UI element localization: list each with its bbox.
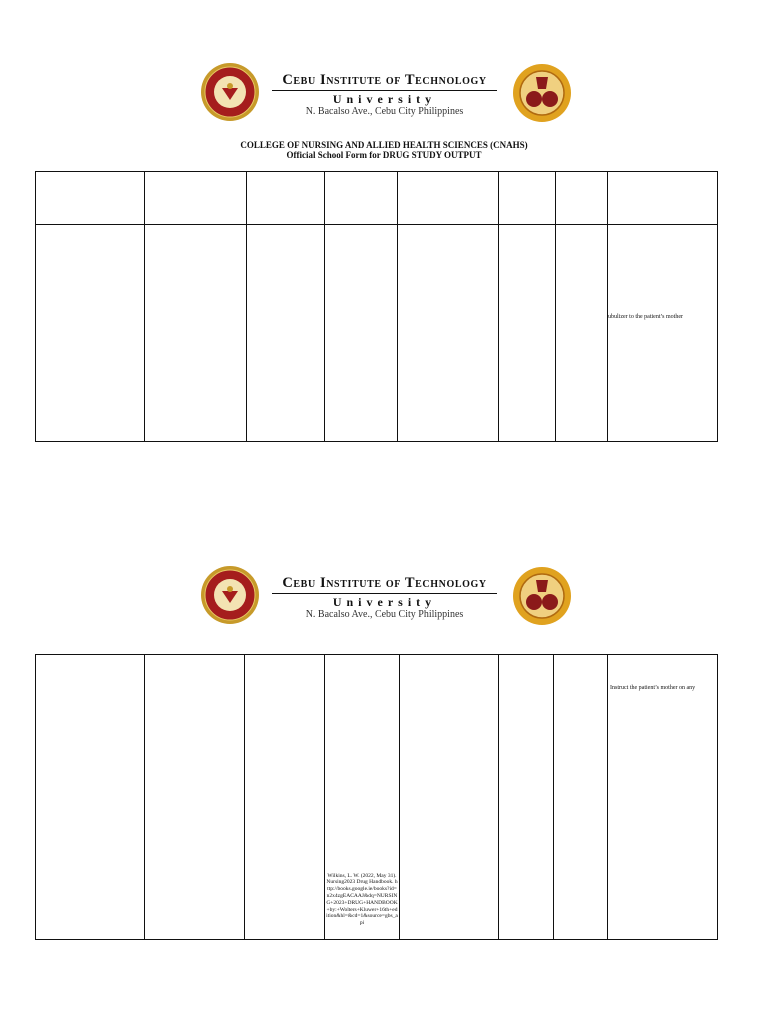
nursing-text: ubulizer to the patient’s mother — [608, 314, 683, 321]
university-header — [0, 565, 768, 645]
university-name-block — [272, 575, 497, 620]
college-nursing-seal-icon — [512, 63, 572, 123]
university-name-block — [272, 72, 497, 117]
header-cell — [398, 172, 499, 225]
university-name-line2: University — [332, 595, 437, 609]
drug-study-table-2 — [35, 654, 718, 940]
cit-university-seal-icon — [200, 62, 260, 122]
table-header-row — [36, 172, 718, 225]
university-address: N. Bacalso Ave., Cebu City Philippines — [305, 106, 464, 117]
header-cell — [556, 172, 608, 225]
header-cell — [608, 172, 718, 225]
table-cell — [36, 225, 145, 442]
college-nursing-seal-icon — [512, 566, 572, 626]
header-cell — [247, 172, 325, 225]
header-cell — [145, 172, 247, 225]
table-cell — [556, 225, 608, 442]
form-page-1 — [0, 62, 768, 462]
nursing-responsibilities-cell — [608, 655, 718, 940]
table-cell — [499, 225, 556, 442]
table-row — [36, 655, 718, 940]
nursing-text: Instruct the patient’s mother on any — [610, 685, 696, 691]
drug-study-table-1 — [35, 171, 718, 442]
college-heading — [0, 140, 768, 160]
university-name-line1: Cebu Institute of Technology — [272, 575, 497, 594]
form-page-2 — [0, 565, 768, 965]
table-cell — [245, 655, 325, 940]
header-cell — [36, 172, 145, 225]
university-name-line2: University — [332, 92, 437, 106]
reference-citation: Wilkins, L. W. (2022, May 31). Nursing2023 Drug Handbook. http://books.google.ie/books?id=n2x4zgEACAAJ&dq=NURSING+2023+DRUG+HANDBOOK+by:+Wolters+Kluwer+16th+edition&hl=&cd=1&source=gbs_api — [326, 872, 398, 927]
evidence-reference-cell — [325, 655, 400, 940]
table-cell — [400, 655, 499, 940]
college-name: COLLEGE OF NURSING AND ALLIED HEALTH SCIENCES (CNAHS) — [240, 140, 528, 150]
header-cell — [325, 172, 398, 225]
table-cell — [554, 655, 608, 940]
table-cell — [325, 225, 398, 442]
header-cell — [499, 172, 556, 225]
table-cell — [499, 655, 554, 940]
form-title: Official School Form for DRUG STUDY OUTPUT — [286, 150, 482, 160]
table-cell — [398, 225, 499, 442]
table-cell — [145, 655, 245, 940]
nursing-responsibilities-cell — [608, 225, 718, 442]
cit-university-seal-icon — [200, 565, 260, 625]
table-cell — [247, 225, 325, 442]
university-address: N. Bacalso Ave., Cebu City Philippines — [305, 609, 464, 620]
university-header — [0, 62, 768, 142]
university-name-line1: Cebu Institute of Technology — [272, 72, 497, 91]
table-row — [36, 225, 718, 442]
table-cell — [36, 655, 145, 940]
table-cell — [145, 225, 247, 442]
